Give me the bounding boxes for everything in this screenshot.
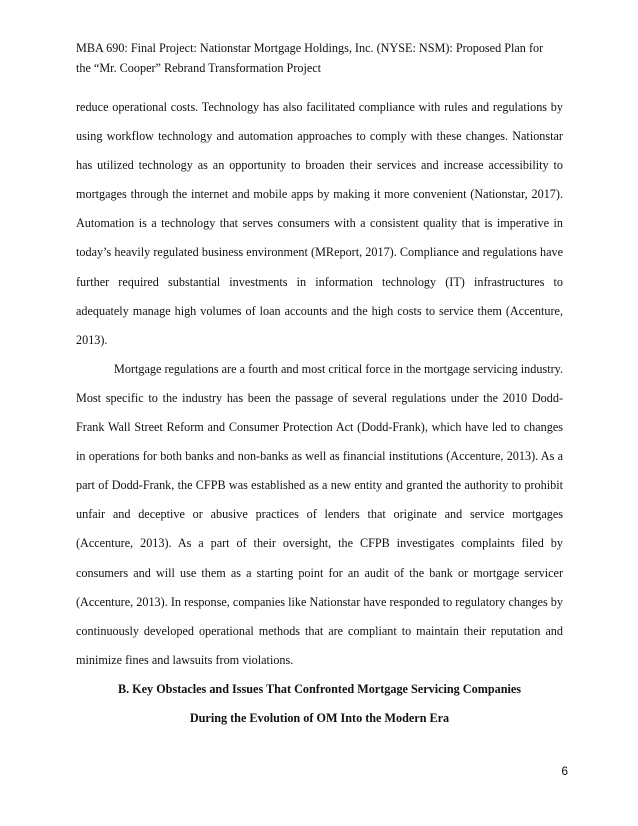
paragraph-mortgage-regulations: Mortgage regulations are a fourth and most critical force in the mortgage servicing industry. Most specific to the industry has been the passage of several regulations under the 2010 Dodd-Frank Wall Street Reform and Consumer Protection Act (Dodd-Frank), which have led to changes in operations for both banks and non-banks as well as financial institutions (Accenture, 2013). As a part of Dodd-Frank, the CFPB was established as a new entity and granted the authority to prohibit unfair and deceptive or abusive practices of lenders that originate and service mortgages (Accenture, 2013). As a part of their oversight, the CFPB investigates complaints filed by consumers and will use them as a starting point for an audit of the bank or mortgage servicer (Accenture, 2013). In response, companies like Nationstar have responded to regulatory changes by continuously developed operational methods that are compliant to maintain their reputation and minimize fines and lawsuits from violations.	[76, 361, 563, 667]
body-text	[76, 93, 563, 733]
header-line-2: the “Mr. Cooper” Rebrand Transformation Project	[76, 61, 322, 75]
section-heading-line-2: During the Evolution of OM Into the Modern Era	[189, 711, 450, 726]
page-number: 6	[561, 764, 568, 778]
paragraph-continued: reduce operational costs. Technology has also facilitated compliance with rules and regulations by using workflow technology and automation approaches to comply with these changes. Nationstar has utilized technology as an opportunity to broaden their services and increase accessibility to mortgages through the internet and mobile apps by making it more convenient (Nationstar, 2017). Automation is a technology that serves consumers with a consistent quality that is imperative in today’s heavily regulated business environment (MReport, 2017). Compliance and regulations have further required substantial investments in information technology (IT) infrastructures to adequately manage high volumes of loan accounts and the high costs to service them (Accenture, 2013).	[76, 100, 563, 347]
running-header	[76, 38, 566, 78]
header-line-1: MBA 690: Final Project: Nationstar Mortgage Holdings, Inc. (NYSE: NSM): Proposed Plan for	[76, 41, 544, 55]
section-heading-line-1: B. Key Obstacles and Issues That Confronted Mortgage Servicing Companies	[117, 681, 522, 696]
